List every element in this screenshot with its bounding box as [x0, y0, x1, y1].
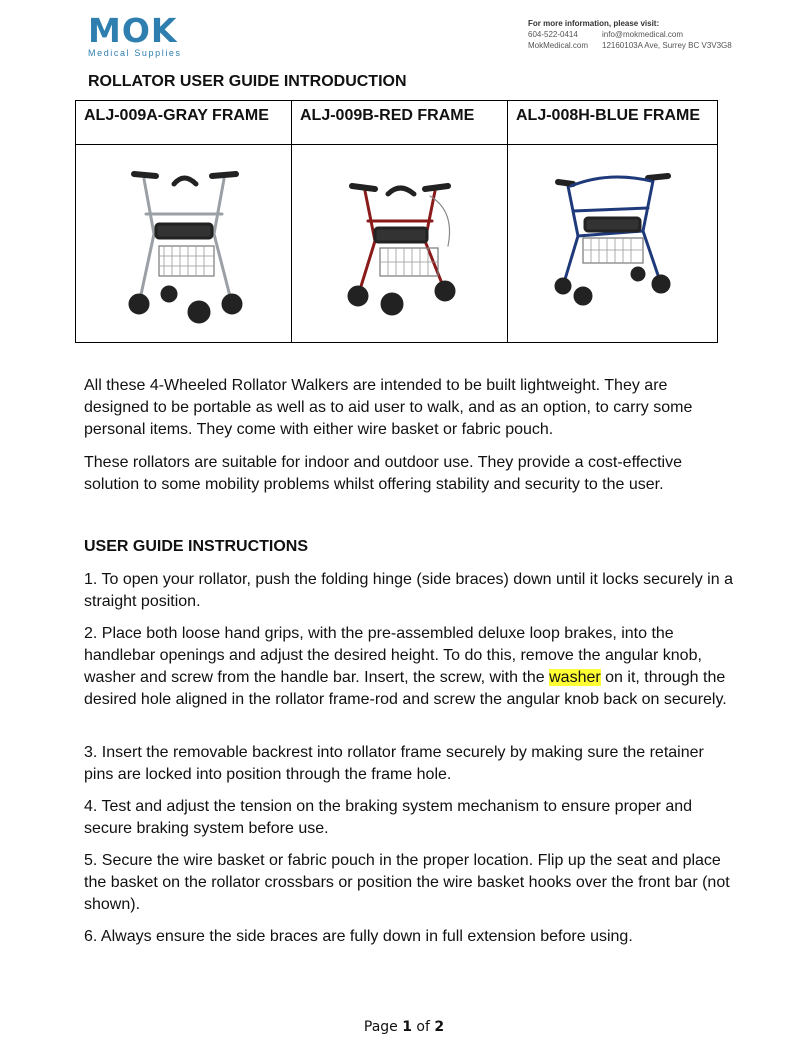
highlighted-word: washer [549, 669, 601, 686]
frames-table [75, 100, 718, 343]
email: info@mokmedical.com [602, 30, 684, 39]
step-2-text-start: 2. Place both loose hand grips, with the pre-assembled deluxe loop brakes, into the handlebar openings and adjust the desired height. To do this, remove the angular knob, washer and screw from the handle bar. Insert, the screw, with the [84, 625, 702, 686]
rollator-image-red [292, 145, 508, 343]
instruction-step-5: 5. Secure the wire basket or fabric pouch in the proper location. Flip up the seat and place the basket on the rollator crossbars or position the wire basket hooks over the front bar (not shown). [84, 852, 730, 913]
website: MokMedical.com [528, 41, 589, 50]
frame-label-blue: ALJ-008H-BLUE FRAME [508, 101, 718, 145]
frame-label-gray: ALJ-009A-GRAY FRAME [76, 101, 292, 145]
instructions-heading: USER GUIDE INSTRUCTIONS [84, 538, 309, 555]
page-title: ROLLATOR USER GUIDE INTRODUCTION [88, 73, 407, 90]
instruction-step-2 [84, 623, 734, 711]
page-current: 1 [402, 1019, 412, 1035]
rollator-blue-icon [543, 166, 683, 316]
contact-heading: For more information, please visit: [528, 19, 660, 28]
rollator-gray-icon [114, 154, 254, 329]
page-of: of [411, 1019, 435, 1035]
rollator-image-gray [76, 145, 292, 343]
page-total: 2 [434, 1019, 445, 1035]
page-prefix: Page [363, 1019, 403, 1035]
address: 12160103A Ave, Surrey BC V3V3G8 [602, 41, 732, 50]
phone: 604-522-0414 [528, 30, 578, 39]
intro-paragraph-1: All these 4-Wheeled Rollator Walkers are intended to be built lightweight. They are designed to be portable as well as to aid user to walk, and as an option, to carry some personal items. They come with either wire basket or fabric pouch. [84, 377, 693, 438]
rollator-image-blue [508, 145, 718, 343]
contact-block [528, 18, 732, 51]
instruction-step-4: 4. Test and adjust the tension on the braking system mechanism to ensure proper and secure braking system before use. [84, 798, 693, 837]
logo-text: MOK [88, 11, 178, 50]
page-number [0, 1019, 808, 1035]
intro-paragraph-2: These rollators are suitable for indoor and outdoor use. They provide a cost-effective solution to some mobility problems whilst offering stability and security to the user. [84, 454, 682, 493]
logo-subtitle: Medical Supplies [88, 48, 182, 58]
company-logo [88, 11, 182, 58]
instruction-step-1: 1. To open your rollator, push the folding hinge (side braces) down until it locks securely in a straight position. [84, 571, 733, 610]
frame-label-red: ALJ-009B-RED FRAME [292, 101, 508, 145]
instruction-step-6: 6. Always ensure the side braces are fully down in full extension before using. [84, 928, 633, 945]
instruction-step-3: 3. Insert the removable backrest into rollator frame securely by making sure the retainer pins are locked into position through the frame hole. [84, 744, 704, 783]
rollator-red-icon [330, 166, 470, 316]
step-2-text-end: on it, through the desired hole aligned in the rollator frame-rod and screw the angular knob back on securely. [84, 669, 727, 708]
